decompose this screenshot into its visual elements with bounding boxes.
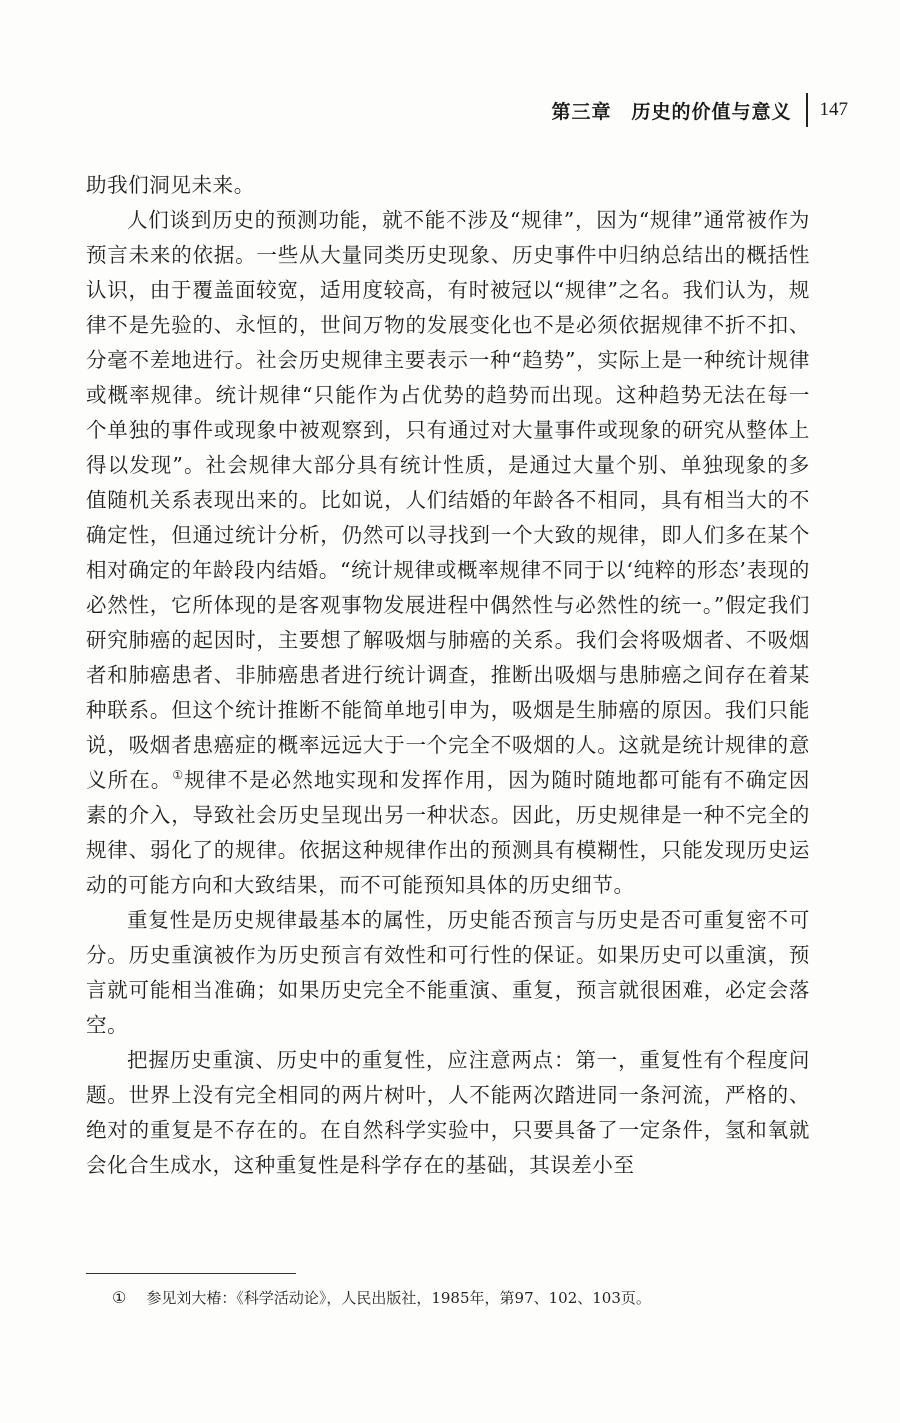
footnote-text: 参见刘大椿：《科学活动论》，人民出版社，1985年，第97、102、103页。 bbox=[146, 1289, 651, 1307]
paragraph-4: 把握历史重演、历史中的重复性，应注意两点：第一，重复性有个程度问题。世界上没有完全相同的两片树叶，人不能两次踏进同一条河流，严格的、绝对的重复是不存在的。在自然科学实验中，只要具备了一定条件，氢和氧就会化合生成水，这种重复性是科学存在的基础，其误差小至 bbox=[86, 1048, 810, 1177]
footnote-mark: ① bbox=[112, 1288, 127, 1307]
page-number: 147 bbox=[819, 99, 848, 120]
paragraph-3: 重复性是历史规律最基本的属性，历史能否预言与历史是否可重复密不可分。历史重演被作为历史预言有效性和可行性的保证。如果历史可以重演，预言就可能相当准确；如果历史完全不能重演、重复，预言就很困难，必定会落空。 bbox=[86, 908, 810, 1037]
header-title: 历史的价值与意义 bbox=[631, 100, 792, 123]
paragraph-2-part-a: 人们谈到历史的预测功能，就不能不涉及“规律”，因为“规律”通常被作为预言未来的依据。一些从大量同类历史现象、历史事件中归纳总结出的概括性认识，由于覆盖面较宽，适用度较高，有时被冠以“规律”之名。我们认为，规律不是先验的、永恒的，世间万物的发展变化也不是必须依据规律不折不扣、分毫不差地进行。社会历史规律主要表示一种“趋势”，实际上是一种统计规律或概率规律。统计规律“只能作为占优势的趋势而出现。这种趋势无法在每一个单独的事件或现象中被观察到，只有通过对大量事件或现象的研究从整体上得以发现”。社会规律大部分具有统计性质，是通过大量个别、单独现象的多值随机关系表现出来的。比如说，人们结婚的年龄各不相同，具有相当大的不确定性，但通过统计分析，仍然可以寻找到一个大致的规律，即人们多在某个相对确定的年龄段内结婚。“统计规律或概率规律不同于以‘纯粹的形态’表现的必然性，它所体现的是客观事物发展进程中偶然性与必然性的统一。”假定我们研究肺癌的起因时，主要想了解吸烟与肺癌的关系。我们会将吸烟者、不吸烟者和肺癌患者、非肺癌患者进行统计调查，推断出吸烟与患肺癌之间存在着某种联系。但这个统计推断不能简单地引申为，吸烟是生肺癌的原因。我们只能说，吸烟者患癌症的概率远远大于一个完全不吸烟的人。这就是统计规律的意义所在。 bbox=[86, 208, 810, 792]
header-divider bbox=[806, 93, 808, 127]
paragraph-2-part-b: 规律不是必然地实现和发挥作用，因为随时随地都可能有不确定因素的介入，导致社会历史呈现出另一种状态。因此，历史规律是一种不完全的规律、弱化了的规律。依据这种规律作出的预测具有模糊性，只能发现历史运动的可能方向和大致结果，而不可能预知具体的历史细节。 bbox=[86, 768, 811, 897]
footnote-divider bbox=[86, 1273, 296, 1274]
body-text bbox=[86, 168, 810, 1183]
paragraph-2 bbox=[86, 203, 810, 903]
footnote bbox=[112, 1287, 651, 1309]
paragraph-1: 助我们洞见未来。 bbox=[86, 173, 255, 197]
running-header bbox=[551, 93, 848, 127]
footnote-reference: ① bbox=[172, 768, 185, 783]
header-chapter: 第三章 bbox=[551, 100, 612, 123]
